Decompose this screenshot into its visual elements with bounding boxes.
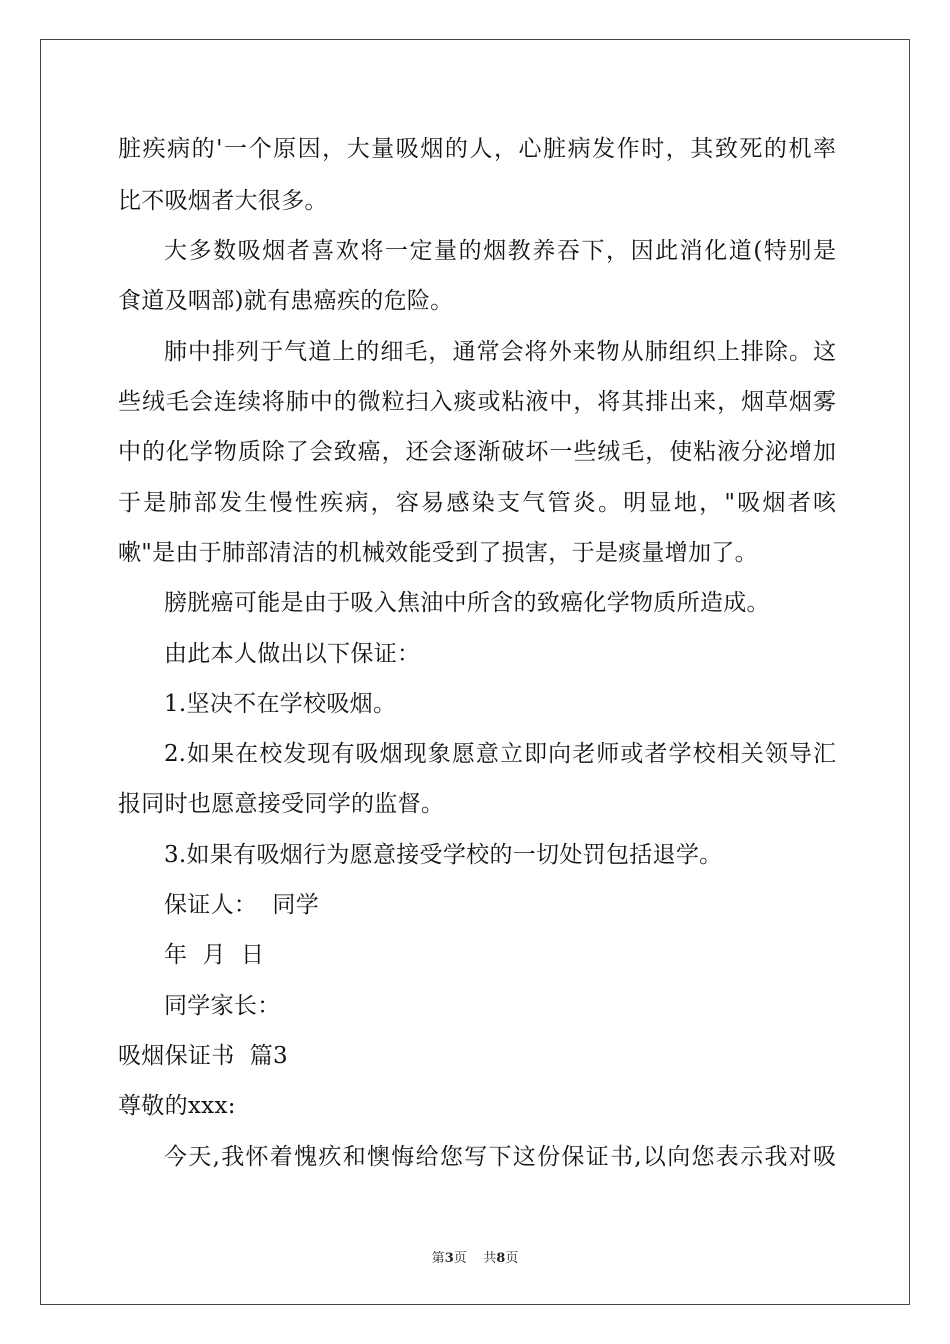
list-item: 1.坚决不在学校吸烟。 bbox=[164, 691, 397, 717]
paragraph-line: 由此本人做出以下保证： bbox=[164, 641, 421, 667]
list-item: 2.如果在校发现有吸烟现象愿意立即向老师或者学校相关领导汇 bbox=[164, 741, 836, 767]
paragraph-line: 嗽"是由于肺部清洁的机械效能受到了损害，于是痰量增加了。 bbox=[118, 540, 758, 566]
page-label-mid: 页 共 bbox=[453, 1251, 497, 1266]
page-label-suffix: 页 bbox=[505, 1251, 519, 1266]
paragraph-line: 食道及咽部)就有患癌疾的危险。 bbox=[118, 288, 454, 314]
salutation: 尊敬的xxx: bbox=[118, 1093, 236, 1119]
date-line: 年 月 日 bbox=[164, 942, 265, 968]
paragraph-line: 于是肺部发生慢性疾病，容易感染支气管炎。明显地，"吸烟者咳 bbox=[118, 490, 836, 516]
page-label-prefix: 第 bbox=[431, 1251, 445, 1266]
total-pages: 8 bbox=[496, 1251, 506, 1266]
list-item: 3.如果有吸烟行为愿意接受学校的一切处罚包括退学。 bbox=[164, 842, 723, 868]
signature-line: 保证人： 同学 bbox=[164, 892, 320, 918]
page-number: 3 bbox=[444, 1251, 454, 1266]
paragraph-line: 脏疾病的'一个原因，大量吸烟的人，心脏病发作时，其致死的机率 bbox=[118, 136, 836, 162]
paragraph-line: 些绒毛会连续将肺中的微粒扫入痰或粘液中，将其排出来，烟草烟雾 bbox=[118, 389, 836, 415]
paragraph-line: 比不吸烟者大很多。 bbox=[118, 188, 328, 214]
section-heading: 吸烟保证书 篇3 bbox=[118, 1043, 288, 1069]
parent-signature-line: 同学家长： bbox=[164, 993, 281, 1019]
paragraph-line: 今天,我怀着愧疚和懊悔给您写下这份保证书,以向您表示我对吸 bbox=[164, 1144, 836, 1170]
paragraph-line: 肺中排列于气道上的细毛，通常会将外来物从肺组织上排除。这 bbox=[164, 339, 836, 365]
paragraph-line: 报同时也愿意接受同学的监督。 bbox=[118, 791, 445, 817]
paragraph-line: 膀胱癌可能是由于吸入焦油中所含的致癌化学物质所造成。 bbox=[164, 590, 770, 616]
paragraph-line: 大多数吸烟者喜欢将一定量的烟教养吞下，因此消化道(特别是 bbox=[164, 238, 836, 264]
page-footer bbox=[0, 1247, 950, 1266]
paragraph-line: 中的化学物质除了会致癌，还会逐渐破坏一些绒毛，使粘液分泌增加 bbox=[118, 439, 836, 465]
